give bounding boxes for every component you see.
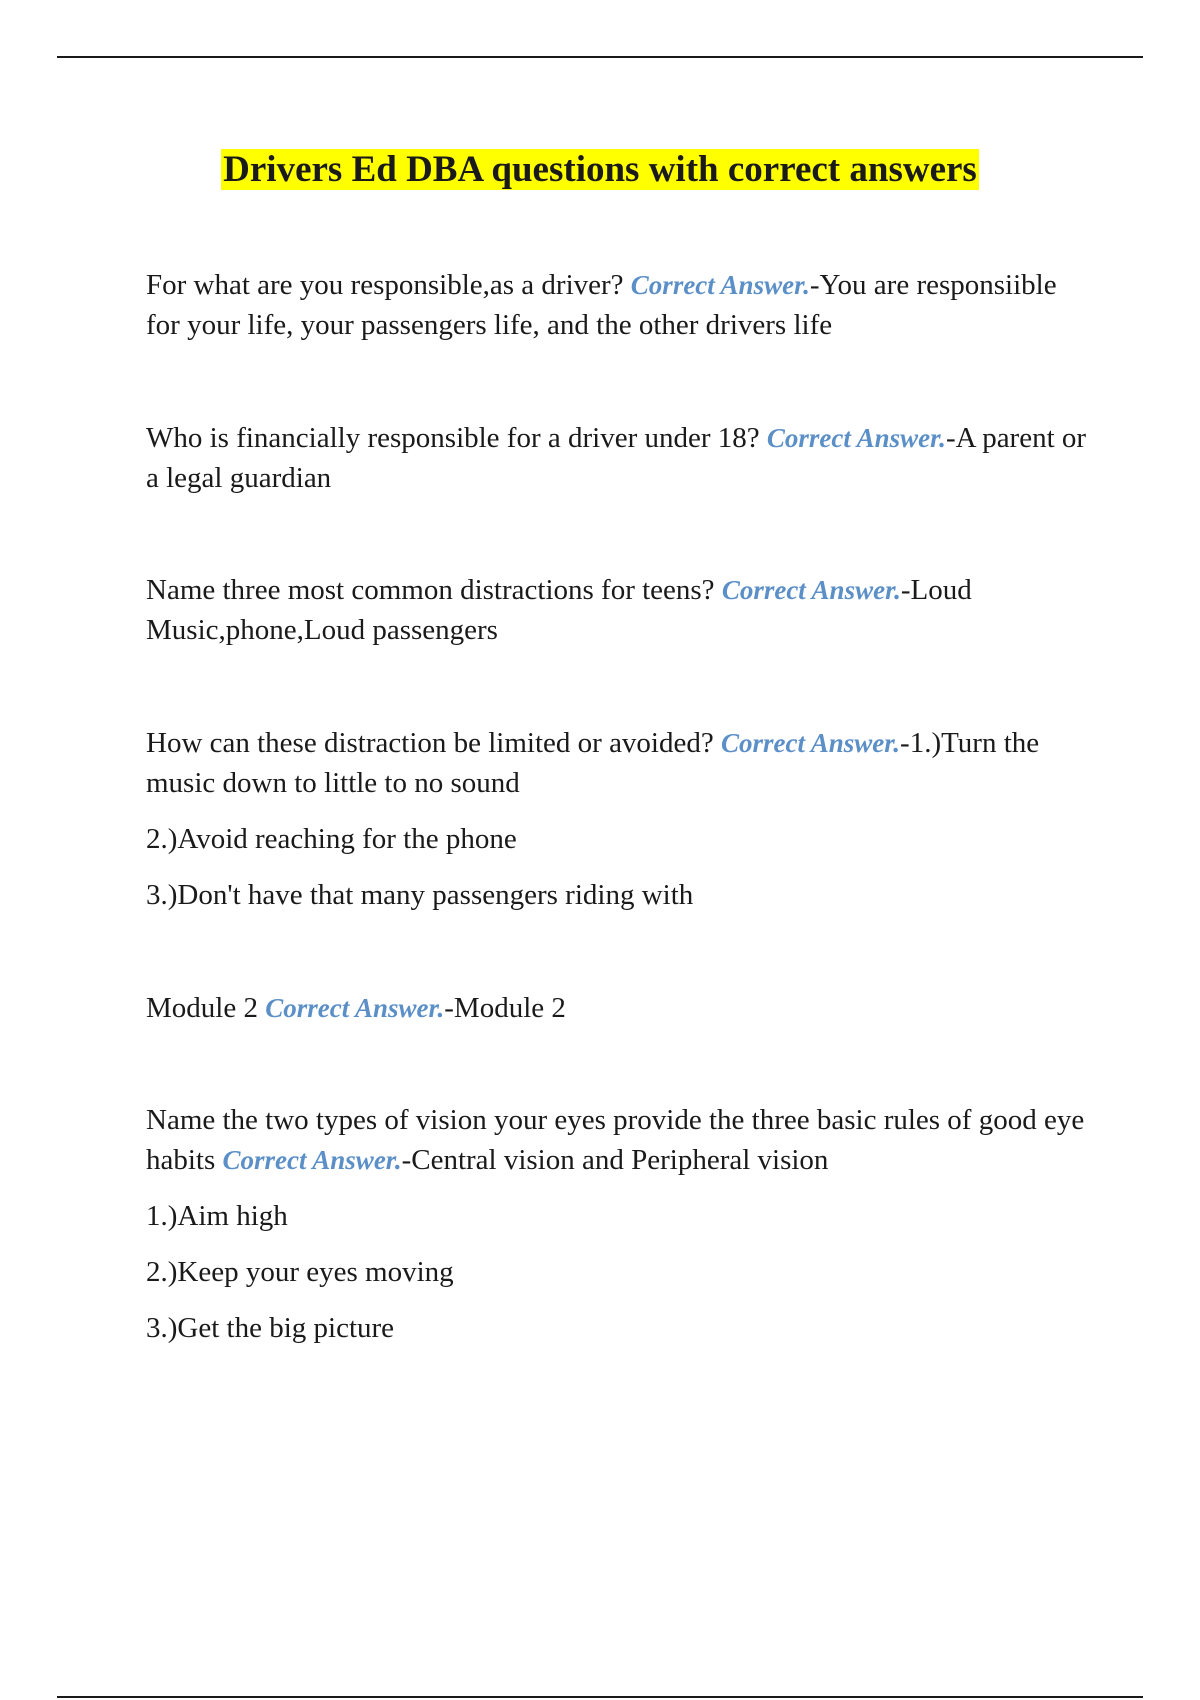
qa-item-6 [146,1100,1096,1348]
question-text: For what are you responsible,as a driver? [146,269,624,301]
answer-text: -Central vision and Peripheral vision [401,1144,829,1176]
question-text: How can these distraction be limited or avoided? [146,727,714,759]
qa-item-5 [146,988,1096,1028]
question-text: Name three most common distractions for teens? [146,574,715,606]
correct-answer-label: Correct Answer. [630,270,810,300]
answer-text: -Loud Music,phone,Loud passengers [146,574,972,646]
list-item: 3.)Don't have that many passengers riding with [146,879,694,911]
question-text: Name the two types of vision your eyes provide the three basic rules of good eye habits [146,1104,1085,1176]
answer-text: -1.)Turn the music down to little to no sound [146,727,1040,799]
correct-answer-label: Correct Answer. [222,1145,402,1175]
qa-item-3 [146,570,1096,650]
list-item: 3.)Get the big picture [146,1312,395,1344]
top-divider [57,56,1143,58]
answer-text: -You are responsiible for your life, your passengers life, and the other drivers life [146,269,1057,341]
list-item: 2.)Keep your eyes moving [146,1256,454,1288]
qa-item-1 [146,265,1096,345]
answer-text: -A parent or a legal guardian [146,422,1087,494]
question-text: Who is financially responsible for a driver under 18? [146,422,760,454]
qa-item-2 [146,418,1096,498]
bottom-divider [57,1696,1143,1698]
qa-item-2-text [146,418,1096,498]
correct-answer-label: Correct Answer. [721,575,901,605]
document-title-text: Drivers Ed DBA questions with correct answers [223,149,977,190]
qa-item-3-text [146,570,1096,650]
qa-item-4 [146,723,1096,915]
qa-item-6-text [146,1100,1096,1180]
correct-answer-label: Correct Answer. [265,993,445,1023]
qa-item-4-text [146,723,1096,803]
question-text: Module 2 [146,992,258,1024]
qa-list [146,265,1096,1348]
list-item: 1.)Aim high [146,1200,288,1232]
correct-answer-label: Correct Answer. [721,728,901,758]
list-item: 2.)Avoid reaching for the phone [146,823,517,855]
qa-item-5-text [146,988,1096,1028]
answer-text: -Module 2 [444,992,566,1024]
correct-answer-label: Correct Answer. [766,423,946,453]
qa-item-1-text [146,265,1096,345]
document-title [0,144,1200,196]
